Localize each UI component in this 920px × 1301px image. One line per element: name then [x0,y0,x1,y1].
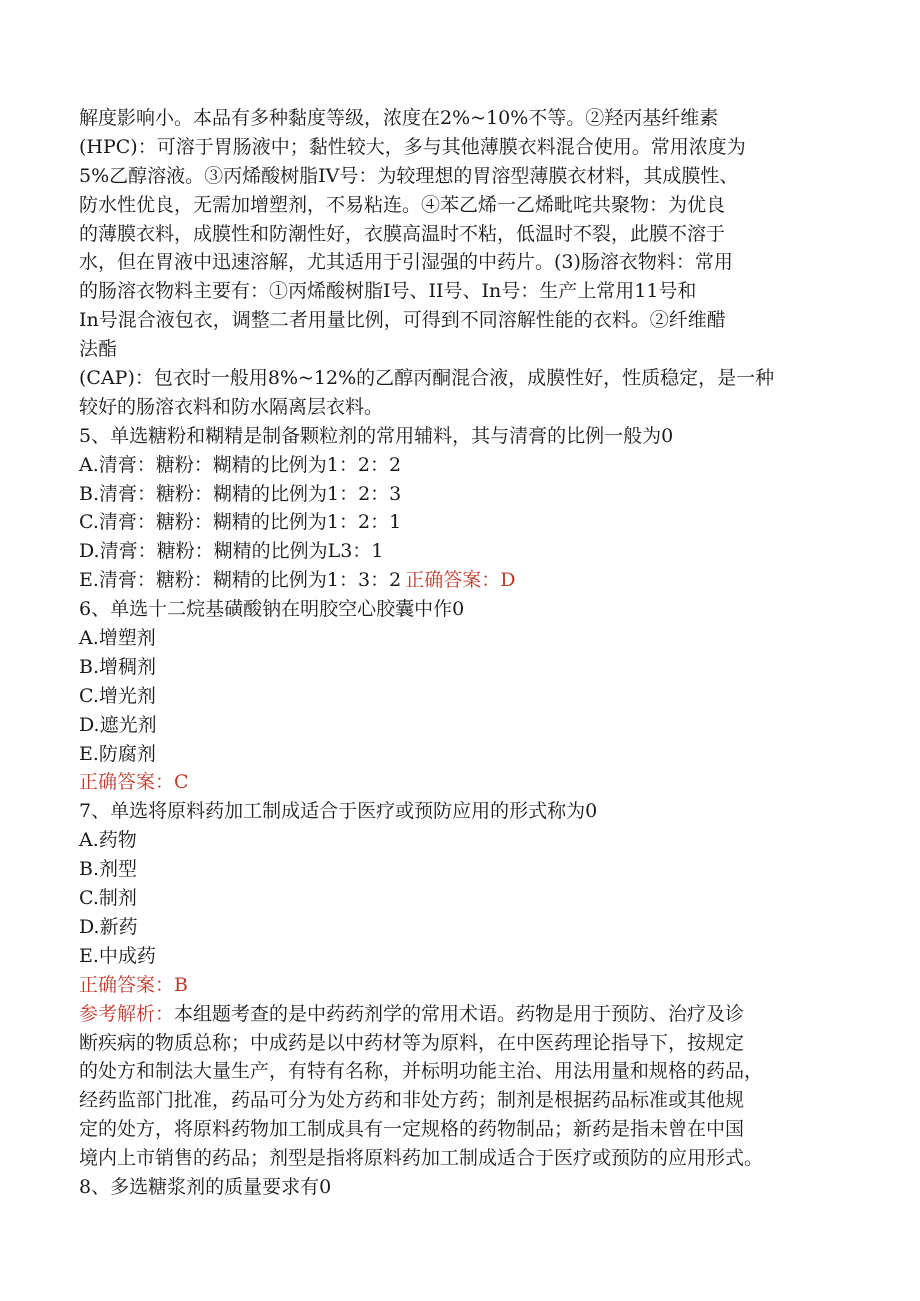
paragraph-line: In号混合液包衣，调整二者用量比例，可得到不同溶解性能的衣料。②纤维醋 [79,309,726,332]
question-6-option-b: B.增稠剂 [79,655,157,678]
question-5-option-b: B.清膏：糖粉：糊精的比例为1：2：3 [79,482,402,505]
analysis-line: 的处方和制法大量生产，有特有名称，并标明功能主治、用法用量和规格的药品， [79,1060,764,1083]
analysis-line: 经药监部门批准，药品可分为处方药和非处方药；制剂是根据药品标准或其他规 [79,1089,745,1112]
question-5-stem: 5、单选糖粉和糊精是制备颗粒剂的常用辅料，其与清膏的比例一般为0 [79,424,674,447]
question-8-stem: 8、多选糖浆剂的质量要求有0 [79,1175,332,1198]
paragraph-line: 较好的肠溶衣料和防水隔离层衣料。 [79,395,384,418]
paragraph-line: 的肠溶衣物料主要有：①丙烯酸树脂I号、II号、In号：生产上常用11号和 [79,280,697,303]
question-7-option-c: C.制剂 [79,887,137,910]
analysis-line: 定的处方，将原料药物加工制成具有一定规格的药物制品；新药是指未曾在中国 [79,1118,745,1141]
analysis-line: 境内上市销售的药品；剂型是指将原料药加工制成适合于医疗或预防的应用形式。 [79,1147,764,1170]
question-5-option-a: A.清膏：糖粉：糊精的比例为1：2：2 [79,453,402,476]
question-7-answer-label: 正确答案： [79,973,175,996]
paragraph-line: 的薄膜衣料，成膜性和防潮性好，衣膜高温时不粘，低温时不裂，此膜不溶于 [79,222,726,245]
question-5-option-e: E.清膏：糖粉：糊精的比例为1：3：2 [79,569,402,592]
question-5-option-c: C.清膏：糖粉：糊精的比例为1：2：1 [79,511,402,534]
question-5-option-d: D.清膏：糖粉：糊精的比例为L3：1 [79,540,384,563]
question-7-stem: 7、单选将原料药加工制成适合于医疗或预防应用的形式称为0 [79,800,598,823]
paragraph-line: 法酯 [79,338,118,361]
paragraph-line: (CAP)：包衣时一般用8%~12%的乙醇丙酮混合液，成膜性好，性质稳定，是一种 [79,367,775,390]
analysis-line: 断疾病的物质总称；中成药是以中药材等为原料，在中医药理论指导下，按规定 [79,1031,745,1054]
paragraph-line: 解度影响小。本品有多种黏度等级，浓度在2%~10%不等。②羟丙基纤维素 [79,107,719,129]
question-6-answer-value: C [174,771,189,794]
document-page [79,104,839,1202]
question-6-option-c: C.增光剂 [79,684,156,707]
question-5-answer-value: D [500,569,516,592]
question-7-answer [79,971,839,1000]
question-6-option-a: A.增塑剂 [79,627,156,650]
question-6-answer-label: 正确答案： [79,771,175,794]
question-6-stem: 6、单选十二烷基磺酸钠在明胶空心胶囊中作0 [79,598,465,621]
paragraph-line: 防水性优良，无需加增塑剂，不易粘连。④苯乙烯一乙烯毗咤共聚物：为优良 [79,193,726,216]
question-7-option-d: D.新药 [79,915,138,938]
question-7-analysis-first-line [79,1000,839,1029]
question-6-option-d: D.遮光剂 [79,713,157,736]
question-6-answer [79,768,839,797]
paragraph-line: 5%乙醇溶液。③丙烯酸树脂IV号：为较理想的胃溶型薄膜衣材料，其成膜性、 [79,164,739,187]
analysis-line: 本组题考查的是中药药剂学的常用术语。药物是用于预防、治疗及诊 [174,1002,745,1025]
question-7-option-e: E.中成药 [79,944,156,967]
question-5-answer-label: 正确答案： [405,569,501,592]
paragraph-line: (HPC)：可溶于胃肠液中；黏性较大，多与其他薄膜衣料混合使用。常用浓度为 [79,135,746,158]
question-6-option-e: E.防腐剂 [79,742,156,765]
question-7-option-b: B.剂型 [79,858,138,881]
question-7-analysis-label: 参考解析： [79,1002,175,1025]
question-5-option-e-row [79,566,839,595]
paragraph-line: 水，但在胃液中迅速溶解，尤其适用于引湿强的中药片。(3)肠溶衣物料：常用 [79,251,733,274]
question-7-answer-value: B [174,973,188,996]
question-7-option-a: A.药物 [79,829,137,852]
